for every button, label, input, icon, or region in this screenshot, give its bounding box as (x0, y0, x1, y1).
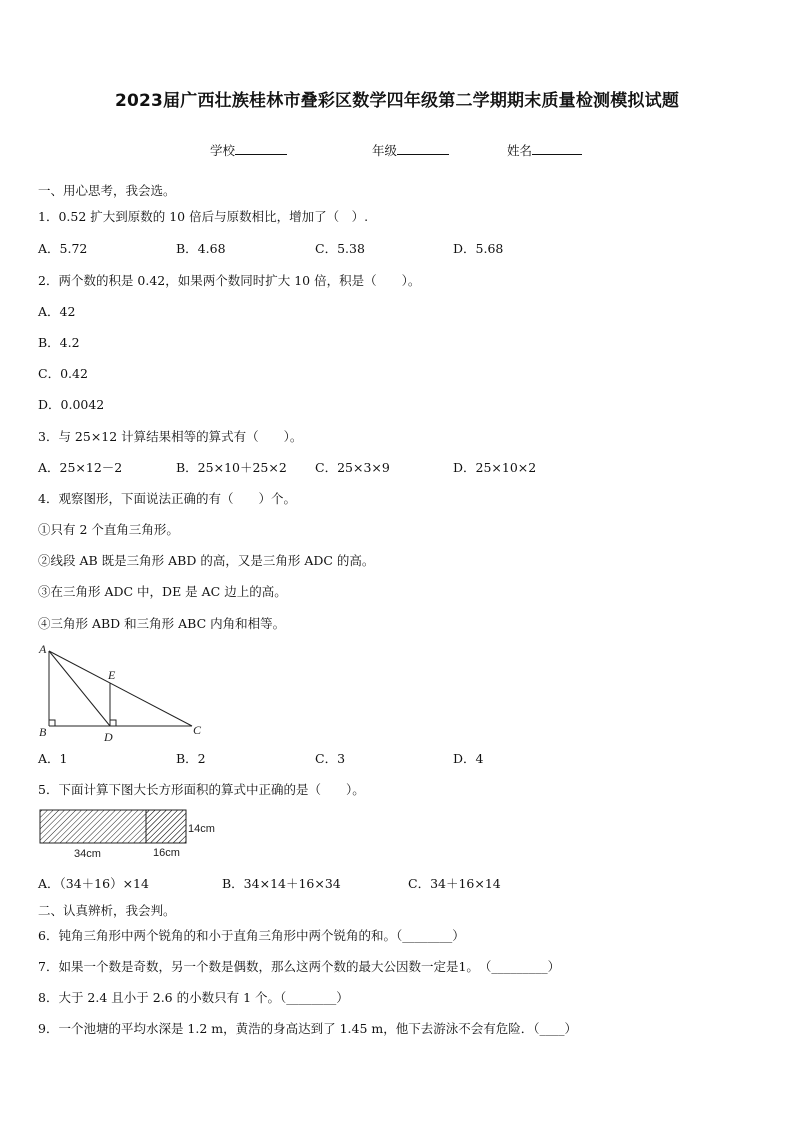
q5-option-a: A．（34＋16）×14 (38, 876, 149, 891)
grade-label: 年级 (372, 143, 398, 158)
school-field (210, 141, 287, 159)
vertex-label-a: A (39, 642, 47, 656)
q1-option-c: C．5.38 (315, 241, 365, 256)
rectangle-figure (38, 808, 228, 862)
q4-statement-3: ③在三角形 ADC 中，DE 是 AC 边上的高。 (38, 584, 287, 599)
right-angle-mark-b (49, 720, 55, 726)
q2-option-c: C．0.42 (38, 366, 88, 381)
q4-statement-4: ④三角形 ABD 和三角形 ABC 内角和相等。 (38, 616, 286, 631)
q4-option-d: D．4 (453, 751, 484, 766)
question-7: 7．如果一个数是奇数，另一个数是偶数，那么这两个数的最大公因数一定是1。 （_________） (38, 959, 561, 974)
q3-option-b: B．25×10＋25×2 (176, 460, 287, 475)
right-angle-mark-d (110, 720, 116, 726)
question-4: 4．观察图形，下面说法正确的有（ ）个。 (38, 491, 296, 506)
q4-option-a: A．1 (38, 751, 68, 766)
vertex-label-e: E (108, 668, 116, 682)
school-label: 学校 (210, 143, 236, 158)
q4-statement-2: ②线段 AB 既是三角形 ABD 的高，又是三角形 ADC 的高。 (38, 553, 375, 568)
question-8: 8．大于 2.4 且小于 2.6 的小数只有 1 个。（________） (38, 990, 349, 1005)
height-label: 14cm (188, 823, 215, 835)
question-1: 1．0.52 扩大到原数的 10 倍后与原数相比，增加了（ ）. (38, 209, 369, 224)
q2-option-d: D．0.0042 (38, 397, 105, 412)
q1-option-d: D．5.68 (453, 241, 504, 256)
vertex-label-d: D (104, 730, 113, 744)
q1-option-b: B．4.68 (176, 241, 226, 256)
hatched-rectangle-right (146, 810, 186, 843)
name-field (507, 141, 582, 159)
school-blank (235, 142, 287, 155)
question-3: 3．与 25×12 计算结果相等的算式有（ ）。 (38, 429, 303, 444)
section-1-heading: 一、用心思考，我会选。 (38, 183, 176, 198)
vertex-label-c: C (193, 723, 202, 737)
name-label: 姓名 (507, 143, 533, 158)
segment-ad (49, 651, 110, 726)
q3-option-d: D．25×10×2 (453, 460, 537, 475)
q5-option-b: B．34×14＋16×34 (222, 876, 341, 891)
page-title: 2023届广西壮族桂林市叠彩区数学四年级第二学期期末质量检测模拟试题 (114, 91, 680, 111)
q1-option-a: A．5.72 (38, 241, 88, 256)
question-9: 9．一个池塘的平均水深是 1.2 m，黄浩的身高达到了 1.45 m，他下去游泳不会有危险．（____） (38, 1021, 578, 1036)
q3-option-a: A．25×12－2 (38, 460, 123, 475)
vertex-label-b: B (39, 725, 47, 739)
grade-blank (397, 142, 449, 155)
q4-option-b: B．2 (176, 751, 206, 766)
q5-option-c: C．34＋16×14 (408, 876, 501, 891)
width-label-16: 16cm (153, 847, 180, 859)
question-6: 6．钝角三角形中两个锐角的和小于直角三角形中两个锐角的和。（________） (38, 928, 465, 943)
width-label-34: 34cm (74, 848, 101, 860)
question-2: 2．两个数的积是 0.42，如果两个数同时扩大 10 倍，积是（ ）。 (38, 273, 421, 288)
grade-field (372, 141, 449, 159)
section-2-heading: 二、认真辨析，我会判。 (38, 903, 176, 918)
name-blank (532, 142, 582, 155)
triangle-figure (34, 640, 214, 744)
segment-ac (49, 651, 192, 726)
q4-statement-1: ①只有 2 个直角三角形。 (38, 522, 179, 537)
question-5: 5．下面计算下图大长方形面积的算式中正确的是（ ）。 (38, 782, 365, 797)
q2-option-b: B．4.2 (38, 335, 80, 350)
q4-option-c: C．3 (315, 751, 346, 766)
q3-option-c: C．25×3×9 (315, 460, 390, 475)
q2-option-a: A．42 (38, 304, 76, 319)
